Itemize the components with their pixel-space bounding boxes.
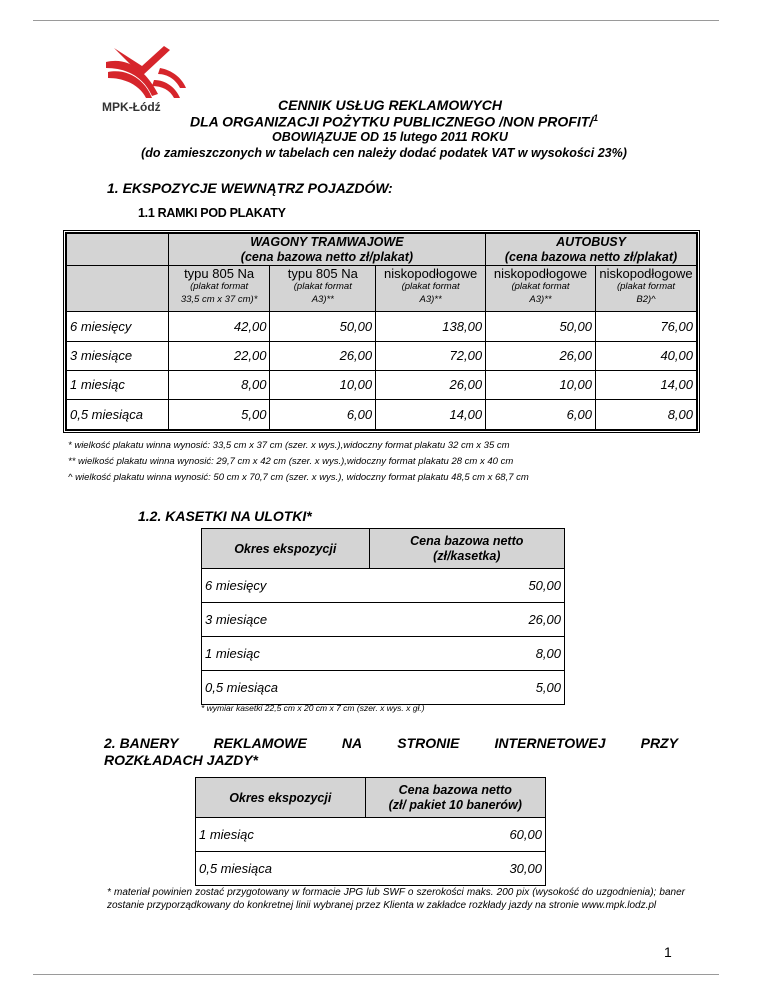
tram-group-title: WAGONY TRAMWAJOWE [250,234,404,249]
price-cell: 10,00 [486,370,596,399]
price-cell: 8,00 [168,370,270,399]
logo-text: MPK-Łódź [102,100,161,114]
table-row [202,569,565,603]
price-cell: 50,00 [486,312,596,341]
footnote-leaflet-box: * wymiar kasetki 22,5 cm x 20 cm x 7 cm (szer. x wys. x gł.) [201,703,425,713]
heading-word: INTERNETOWEJ [494,735,606,751]
column-format: (plakat format [401,281,460,293]
row-period: 0,5 miesiąca [67,399,169,429]
column-format: (plakat format [616,281,676,293]
table-row [202,671,565,705]
footnote-poster-1: * wielkość plakatu winna wynosić: 33,5 cm x 37 cm (szer. x wys.),widoczny format plakatu 32 cm x 35 cm [68,440,510,451]
heading-word: NA [341,735,363,751]
price-cell: 30,00 [365,852,545,886]
table-corner-2 [67,266,169,312]
period-column-header: Okres ekspozycji [196,778,366,818]
heading-word: 2. BANERY [104,735,179,751]
table-row [196,852,546,886]
period-column-header: Okres ekspozycji [202,529,370,569]
row-period: 0,5 miesiąca [196,852,366,886]
price-cell: 5,00 [168,399,270,429]
row-period: 1 miesiąc [202,637,370,671]
price-cell: 14,00 [376,399,486,429]
price-cell: 26,00 [486,341,596,370]
price-cell: 5,00 [369,671,564,705]
price-header-line-1: Cena bazowa netto [410,533,524,548]
price-cell: 42,00 [168,312,270,341]
table-row [67,370,697,399]
row-period: 3 miesiące [67,341,169,370]
price-cell: 50,00 [369,569,564,603]
top-rule [33,20,719,21]
column-header [168,266,270,312]
column-header [376,266,486,312]
price-cell: 26,00 [369,603,564,637]
price-header-line-2: (zł/kasetka) [433,548,501,563]
bus-group-title: AUTOBUSY [556,234,626,249]
price-cell: 50,00 [270,312,376,341]
price-cell: 138,00 [376,312,486,341]
tram-group-sub: (cena bazowa netto zł/plakat) [240,249,414,264]
table-row [202,637,565,671]
footnote-banner: * materiał powinien zostać przygotowany w formacie JPG lub SWF o szerokości maks. 200 pix (wysokość do uzgodnienia); baner zostanie przyporządkowany do konkretnej linii wybranej przez Klienta w zakładce rozkłady jazdy na stronie www.mpk.lodz.pl [107,887,685,911]
price-cell: 76,00 [595,312,696,341]
heading-word: REKLAMOWE [213,735,307,751]
price-cell: 6,00 [486,399,596,429]
price-cell: 8,00 [595,399,696,429]
price-cell: 14,00 [595,370,696,399]
column-format: 33,5 cm x 37 cm)* [180,294,258,306]
column-format: (plakat format [511,281,570,293]
price-cell: 26,00 [376,370,486,399]
section-1-1-heading: 1.1 RAMKI POD PLAKATY [138,206,286,220]
column-header [595,266,696,312]
table-row [196,818,546,852]
banner-table [195,777,546,886]
table-row [202,603,565,637]
price-cell: 10,00 [270,370,376,399]
column-format: (plakat format [293,281,352,293]
price-cell: 40,00 [595,341,696,370]
column-format: A3)** [529,294,552,306]
price-cell: 6,00 [270,399,376,429]
heading-word: STRONIE [397,735,460,751]
column-header [486,266,596,312]
heading-word: PRZY [640,735,678,751]
footnote-poster-2: ** wielkość plakatu winna wynosić: 29,7 cm x 42 cm (szer. x wys.),widoczny format plakatu 28 cm x 40 cm [68,456,514,467]
table-row [67,341,697,370]
row-period: 1 miesiąc [196,818,366,852]
column-header [270,266,376,312]
bottom-rule [33,974,719,975]
section-1-heading: 1. EKSPOZYCJE WEWNĄTRZ POJAZDÓW: [107,180,393,196]
section-2-heading [104,735,678,751]
column-name: typu 805 Na [184,266,255,282]
column-name: niskopodłogowe [383,266,478,282]
row-period: 6 miesięcy [202,569,370,603]
title-line-2 [190,113,710,130]
column-name: niskopodłogowe [493,266,588,282]
effective-date: OBOWIĄZUJE OD 15 lutego 2011 ROKU [272,130,508,144]
price-column-header [365,778,545,818]
logo-wings-icon [100,42,195,102]
row-period: 6 miesięcy [67,312,169,341]
title-footnote-marker: 1 [593,113,599,123]
leaflet-box-table [201,528,565,705]
column-format: (plakat format [190,281,249,293]
price-cell: 26,00 [270,341,376,370]
bus-group-sub: (cena bazowa netto zł/plakat) [504,249,678,264]
column-name: typu 805 Na [287,266,358,282]
price-cell: 60,00 [365,818,545,852]
row-period: 0,5 miesiąca [202,671,370,705]
column-format: A3)** [311,294,334,306]
tram-group-header [168,234,485,266]
price-cell: 22,00 [168,341,270,370]
price-cell: 72,00 [376,341,486,370]
footnote-poster-3: ^ wielkość plakatu winna wynosić: 50 cm x 70,7 cm (szer. x wys.), widoczny format plakatu 48,5 cm x 68,7 cm [68,472,529,483]
price-column-header [369,529,564,569]
price-cell: 8,00 [369,637,564,671]
title-line-1: CENNIK USŁUG REKLAMOWYCH [278,97,502,113]
title-line-2-text: DLA ORGANIZACJI POŻYTKU PUBLICZNEGO /NON PROFIT/ [190,113,594,130]
vat-note: (do zamieszczonych w tabelach cen należy dodać podatek VAT w wysokości 23%) [141,146,627,160]
column-name: niskopodłogowe [599,266,693,282]
bus-group-header [486,234,697,266]
section-2-heading-line-2: ROZKŁADACH JAZDY* [104,752,258,768]
row-period: 1 miesiąc [67,370,169,399]
page-number: 1 [664,944,672,960]
table-row [67,399,697,429]
price-header-line-1: Cena bazowa netto [398,782,512,797]
row-period: 3 miesiące [202,603,370,637]
poster-frame-table [66,233,697,430]
section-1-2-heading: 1.2. KASETKI NA ULOTKI* [138,508,312,524]
table-row [67,312,697,341]
column-format: B2)^ [636,294,656,306]
price-header-line-2: (zł/ pakiet 10 banerów) [388,797,522,812]
table-corner [67,234,169,266]
column-format: A3)** [419,294,442,306]
